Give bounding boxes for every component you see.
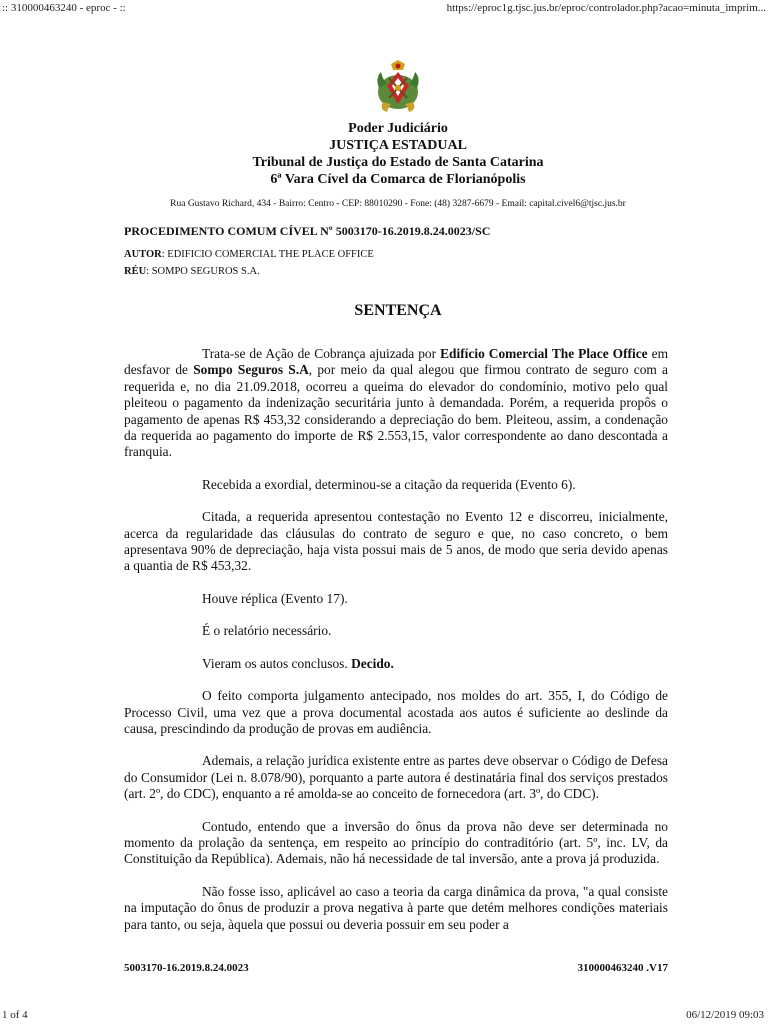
print-header-title: :: 310000463240 - eproc - :: [2,2,126,14]
p1-reu-name: Sompo Seguros S.A [193,362,309,378]
document-title: SENTENÇA [354,302,442,319]
paragraph-3: Citada, a requerida apresentou contestação no Evento 12 e discorreu, inicialmente, acerca da regularidade das cláusulas do contrato de seguro e que, no caso concreto, o bem apresentava 90% de depreciação, haja vista possui mais de 5 anos, de modo que seria devido apenas a quantia de R$ 453,32. [124,509,668,574]
paragraph-10: Não fosse isso, aplicável ao caso a teoria da carga dinâmica da prova, "a qual consiste na imputação do ônus de produzir a prova negativa à parte que detém melhores condições materiais para tanto, ou seja, àquela que possui ou deveria possuir em seu poder a [124,883,668,932]
court-heading [0,120,768,188]
print-header [0,0,768,18]
paragraph-9: Contudo, entendo que a inversão do ônus da prova não deve ser determinada no momento da prolação da sentença, em respeito ao princípio do contraditório (art. 5º, inc. LV, da Constituição da República). Ademais, não há necessidade de tal inversão, ante a prova já produzida. [124,818,668,867]
p1-text-c: em desfavor de [124,346,668,378]
reu-label: RÉU [124,266,147,277]
print-timestamp: 06/12/2019 09:03 [686,1009,764,1021]
print-footer [0,1006,768,1024]
p6-text: Vieram os autos conclusos. [202,655,352,671]
p1-text-a: Trata-se de Ação de Cobrança ajuizada por [202,346,441,361]
p1-text-e: , por meio da qual alegou que firmou contrato de seguro com a requerida e, no dia 21.09.2018, ocorreu a queima do elevador do condomínio, motivo pelo qual pleiteou o pagamento da indenização securitária junto à demandada. Porém, a requerida propôs o pagamento de apenas R$ 453,32 considerando a depreciação do bem. Pleiteou, assim, a condenação da requerida ao pagamento do importe de R$ 2.553,15, valor correspondente ao dano descontada a franquia. [124,362,668,460]
heading-line-3: Tribunal de Justiça do Estado de Santa Catarina [252,155,544,170]
footer-document-id: 310000463240 .V17 [577,962,668,974]
paragraph-6 [124,656,668,672]
procedure-number: PROCEDIMENTO COMUM CÍVEL Nº 5003170-16.2019.8.24.0023/SC [124,224,491,238]
paragraph-5: É o relatório necessário. [202,623,332,639]
heading-line-4: 6ª Vara Cível da Comarca de Florianópolis [270,172,526,187]
paragraph-4: Houve réplica (Evento 17). [202,590,348,606]
autor-value: : EDIFICIO COMERCIAL THE PLACE OFFICE [161,249,374,260]
document-body [124,346,668,933]
heading-line-2: JUSTIÇA ESTADUAL [329,138,467,153]
party-autor [124,249,374,260]
reu-value: : SOMPO SEGUROS S.A. [146,266,260,277]
party-reu [124,266,260,277]
paragraph-2: Recebida a exordial, determinou-se a citação da requerida (Evento 6). [202,476,576,492]
print-page-count: 1 of 4 [2,1009,28,1021]
court-address: Rua Gustavo Richard, 434 - Bairro: Centro - CEP: 88010290 - Fone: (48) 3287-6679 - Email: capital.civel6@tjsc.jus.br [170,199,626,209]
coat-of-arms-icon [369,58,427,116]
heading-line-1: Poder Judiciário [348,121,448,136]
print-header-url: https://eproc1g.tjsc.jus.br/eproc/controlador.php?acao=minuta_imprim... [446,2,766,14]
autor-label: AUTOR [124,249,162,260]
paragraph-8: Ademais, a relação jurídica existente entre as partes deve observar o Código de Defesa do Consumidor (Lei n. 8.078/90), porquanto a parte autora é destinatária final dos serviços prestados (art. 2º, do CDC), enquanto a ré amolda-se ao conceito de fornecedora (art. 3º, do CDC). [124,753,668,802]
p1-autor-name: Edifício Comercial The Place Office [440,346,648,361]
footer-process-number: 5003170-16.2019.8.24.0023 [124,962,249,974]
p6-decido: Decido. [351,655,394,671]
paragraph-7: O feito comporta julgamento antecipado, nos moldes do art. 355, I, do Código de Processo Civil, uma vez que a prova documental acostada aos autos é suficiente ao deslinde da causa, prescindindo da produção de provas em audiência. [124,688,668,736]
paragraph-1 [124,346,668,461]
